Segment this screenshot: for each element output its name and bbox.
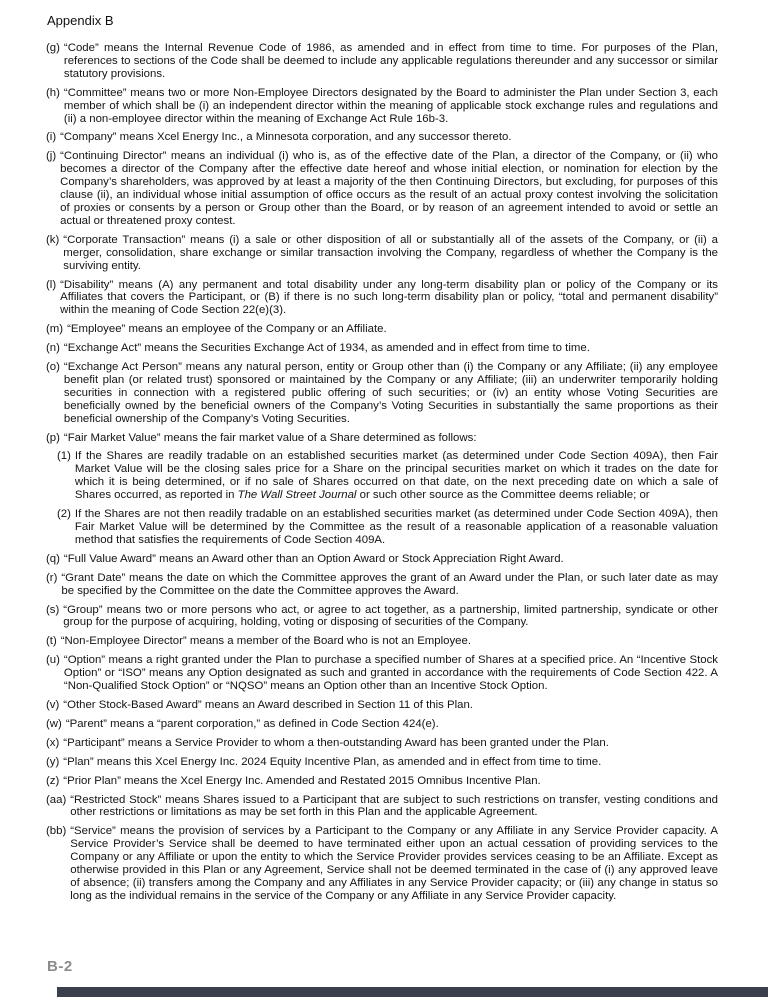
definition-label: (j) [46,150,57,163]
definition-item [57,508,718,547]
definition-item [46,775,718,788]
definition-text: “Plan” means this Xcel Energy Inc. 2024 Equity Incentive Plan, as amended and in effect from time to time. [63,755,602,768]
definition-item [46,279,718,318]
definition-text: “Committee” means two or more Non-Employee Directors designated by the Board to administer the Plan under Section 3, each member of which shall be (i) an independent director within the meaning of applicable stock exchange rules and regulations and (ii) a non-employee director within the meaning of Exchange Act Rule 16b-3. [63,86,718,125]
definition-item [46,794,718,820]
definition-label: (2) [57,508,71,521]
definition-text: “Option” means a right granted under the Plan to purchase a specified number of Shares at a specified price. An “Incentive Stock Option” or “ISO” means any Option designated as such and granted in accordance with the requirements of Code Section 422. A “Non-Qualified Stock Option” or “NQSO” means an Option other than an Incentive Stock Option. [63,654,718,693]
definition-text: “Service” means the provision of services by a Participant to the Company or any Affiliate in any Service Provider capacity. A Service Provider’s Service shall be deemed to have terminated either upon an actual cessation of providing services to the Company or any Affiliate or upon the entity to which the Service Provider provides services ceasing to be an Affiliate. Except as otherwise provided in this Plan or any Agreement, Service shall not be deemed terminated in the case of (i) any approved leave of absence; (ii) transfers among the Company and any Affiliates in any Service Provider capacity; or (iii) any change in status so long as the individual remains in the service of the Company or any Affiliate in any Service Provider capacity. [70,825,718,902]
definition-item [57,450,718,502]
definition-text: “Other Stock-Based Award” means an Award described in Section 11 of this Plan. [63,698,473,711]
definition-text: “Grant Date” means the date on which the Committee approves the grant of an Award under the Plan, or such later date as may be specified by the Committee on the date the Committee approves the Award. [61,571,718,597]
definition-item [46,150,718,227]
definition-label: (x) [46,736,60,749]
definitions-list [46,42,718,909]
definition-text: “Restricted Stock” means Shares issued to a Participant that are subject to such restrictions on transfer, vesting conditions and other restrictions or limitations as may be set forth in this Plan and the applicable Agreement. [70,793,718,819]
definition-item [46,553,718,566]
definition-item [46,342,718,355]
definition-text: “Employee” means an employee of the Company or an Affiliate. [67,323,387,336]
definition-item [46,131,718,144]
definition-label: (1) [57,450,71,463]
page-header: Appendix B [47,13,114,28]
definition-text: “Disability” means (A) any permanent and total disability under any long-term disability plan or policy of the Company or its Affiliates that covers the Participant, or (B) if there is no such long-term disability plan or policy, “total and permanent disability” within the meaning of Code Section 22(e)(3). [60,278,718,317]
definition-text: “Participant” means a Service Provider to whom a then-outstanding Award has been granted under the Plan. [63,736,609,749]
definition-text: If the Shares are not then readily tradable on an established securities market (as determined under Code Section 409A), then Fair Market Value will be determined by the Committee as the result of a reasonable application of a reasonable valuation method that satisfies the requirements of Code Section 409A. [74,508,718,546]
definition-text: “Company” means Xcel Energy Inc., a Minnesota corporation, and any successor thereto. [60,131,512,144]
bottom-bar [57,987,768,997]
definition-label: (k) [46,233,60,246]
definition-text: “Fair Market Value” means the fair market value of a Share determined as follows: [63,431,477,444]
definition-text: If the Shares are readily tradable on an established securities market (as determined under Code Section 409A), then Fair Market Value will be the closing sales price for a Share on the principal securities market on which it trades on the date for which it is being determined, or if no sale of Shares occurred on that date, on the next preceding date on which a sale of Shares occurred, as reported in The Wall Street Journal or such other source as the Committee deems reliable; or [74,450,718,502]
definition-text: “Group” means two or more persons who act, or agree to act together, as a partnership, limited partnership, syndicate or other group for the purpose of acquiring, holding, voting or disposing of securities of the Company. [63,603,718,629]
definition-label: (h) [46,86,60,99]
definition-label: (l) [46,278,57,291]
definition-item [46,699,718,712]
definition-label: (u) [46,654,60,667]
definition-label: (z) [46,774,60,787]
definition-item [46,756,718,769]
definition-item [46,234,718,273]
definition-text: “Parent” means a “parent corporation,” as defined in Code Section 424(e). [65,717,439,730]
definition-label: (w) [46,717,62,730]
definition-text: “Exchange Act Person” means any natural person, entity or Group other than (i) the Company or any Affiliate; (ii) any employee benefit plan (or related trust) sponsored or maintained by the Company or any Affiliate; (iii) an underwriter temporarily holding securities in connection with a registered public offering of such securities; or (iv) an entity whose Voting Securities are beneficially owned by the beneficial owners of the Company’s Voting Securities in substantially the same proportions as their beneficial ownership of the Company’s Voting Securities. [63,361,718,425]
definition-text: “Prior Plan” means the Xcel Energy Inc. Amended and Restated 2015 Omnibus Incentive Plan. [63,774,541,787]
definition-item [46,361,718,426]
definition-item [46,323,718,336]
definition-item [46,42,718,81]
definition-label: (s) [46,603,60,616]
definition-item [46,604,718,630]
definition-item [46,87,718,126]
definition-label: (r) [46,571,58,584]
definition-item [46,825,718,902]
definition-label: (aa) [46,793,67,806]
definition-label: (y) [46,755,60,768]
definition-label: (q) [46,552,60,565]
definition-item [46,572,718,598]
definition-item [46,432,718,445]
definition-text: “Non-Employee Director” means a member of the Board who is not an Employee. [60,635,472,648]
definition-label: (v) [46,698,60,711]
page-number: B-2 [47,958,73,975]
definition-label: (bb) [46,825,67,838]
definition-label: (g) [46,42,60,54]
definition-label: (i) [46,131,57,144]
definition-item [46,635,718,648]
definition-label: (t) [46,635,57,648]
definition-label: (m) [46,323,64,336]
definition-text: “Continuing Director” means an individual (i) who is, as of the effective date of the Plan, a director of the Company, or (ii) who becomes a director of the Company after the effective date hereof and whose initial election, or nomination for election by the Company’s shareholders, was approved by at least a majority of the then Continuing Directors, but excluding, for purposes of this clause (ii), an individual whose initial assumption of office occurs as the result of an actual proxy contest involving the solicitation of proxies or consents by a person or Group other than the Board, or by reason of an agreement intended to avoid or settle an actual or threatened proxy contest. [60,150,718,227]
definition-text: “Code” means the Internal Revenue Code of 1986, as amended and in effect from time to time. For purposes of the Plan, references to sections of the Code shall be deemed to include any applicable regulations thereunder and any successor or similar statutory provisions. [63,42,718,80]
definition-item [46,654,718,693]
definition-label: (n) [46,342,60,355]
definition-item [46,737,718,750]
definition-label: (o) [46,361,60,374]
definition-label: (p) [46,431,60,444]
definition-item [46,718,718,731]
definition-text: “Exchange Act” means the Securities Exchange Act of 1934, as amended and in effect from time to time. [63,342,590,355]
definition-text: “Corporate Transaction” means (i) a sale or other disposition of all or substantially all of the assets of the Company, or (ii) a merger, consolidation, share exchange or similar transaction involving the Company, regardless of whether the Company is the surviving entity. [63,233,718,272]
definition-text: “Full Value Award” means an Award other than an Option Award or Stock Appreciation Right Award. [63,552,564,565]
